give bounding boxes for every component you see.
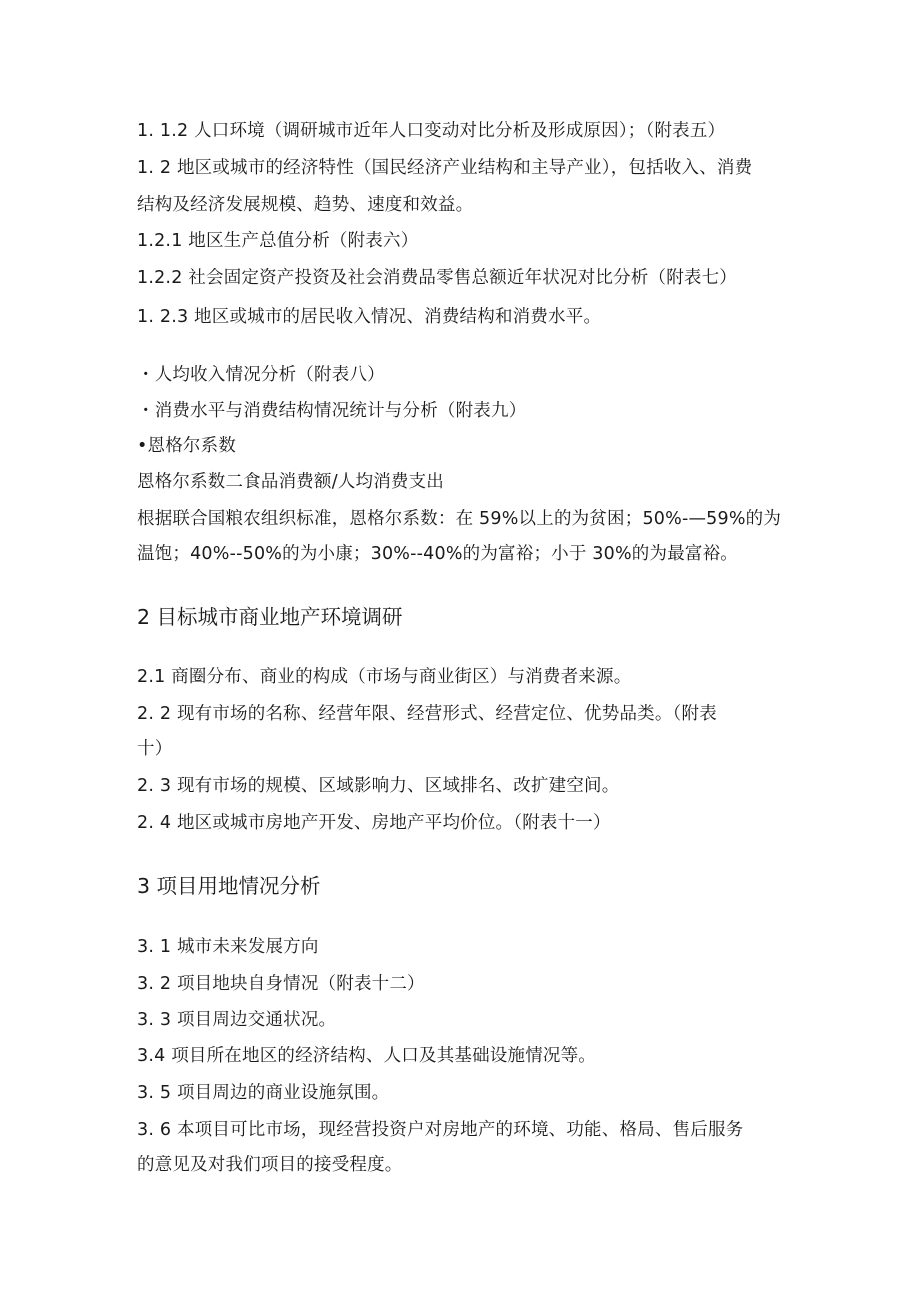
text-line: 2. 4 地区或城市房地产开发、房地产平均价位。（附表十一）: [137, 813, 611, 833]
text-line: 3.4 项目所在地区的经济结构、人口及其基础设施情况等。: [137, 1046, 596, 1066]
text-line: 结构及经济发展规模、趋势、速度和效益。: [137, 195, 474, 215]
text-line: 3. 5 项目周边的商业设施氛围。: [137, 1083, 390, 1103]
text-line: 2. 3 现有市场的规模、区域影响力、区域排名、改扩建空间。: [137, 776, 620, 796]
text-line: 1. 2.3 地区或城市的居民收入情况、消费结构和消费水平。: [137, 307, 602, 327]
bullet-item: ・消费水平与消费结构情况统计与分析（附表九）: [137, 401, 527, 421]
text-line: 十）: [137, 739, 173, 759]
text-line: 3. 1 城市未来发展方向: [137, 937, 319, 957]
text-line: 恩格尔系数二食品消费额/人均消费支出: [137, 472, 444, 492]
text-line: 2.1 商圈分布、商业的构成（市场与商业街区）与消费者来源。: [137, 667, 632, 687]
bullet-item: •恩格尔系数: [137, 436, 237, 456]
text-line: 的意见及对我们项目的接受程度。: [137, 1155, 403, 1175]
text-line: 3. 6 本项目可比市场，现经营投资户对房地产的环境、功能、格局、售后服务: [137, 1120, 744, 1140]
text-line: 1. 1.2 人口环境（调研城市近年人口变动对比分析及形成原因）；（附表五）: [137, 121, 726, 141]
text-line: 3. 2 项目地块自身情况（附表十二）: [137, 974, 425, 994]
section-heading: 3 项目用地情况分析: [137, 874, 321, 898]
bullet-item: ・人均收入情况分析（附表八）: [137, 365, 385, 385]
text-line: 根据联合国粮农组织标准，恩格尔系数：在 59%以上的为贫困；50%-—59%的为: [137, 509, 782, 529]
text-line: 温饱；40%--50%的为小康；30%--40%的为富裕；小于 30%的为最富裕。: [137, 544, 739, 564]
text-line: 1. 2 地区或城市的经济特性（国民经济产业结构和主导产业），包括收入、消费: [137, 158, 753, 178]
text-line: 1.2.1 地区生产总值分析（附表六）: [137, 231, 419, 251]
text-line: 2. 2 现有市场的名称、经营年限、经营形式、经营定位、优势品类。（附表: [137, 704, 717, 724]
section-heading: 2 目标城市商业地产环境调研: [137, 605, 403, 629]
text-line: 3. 3 项目周边交通状况。: [137, 1010, 337, 1030]
text-line: 1.2.2 社会固定资产投资及社会消费品零售总额近年状况对比分析（附表七）: [137, 268, 737, 288]
